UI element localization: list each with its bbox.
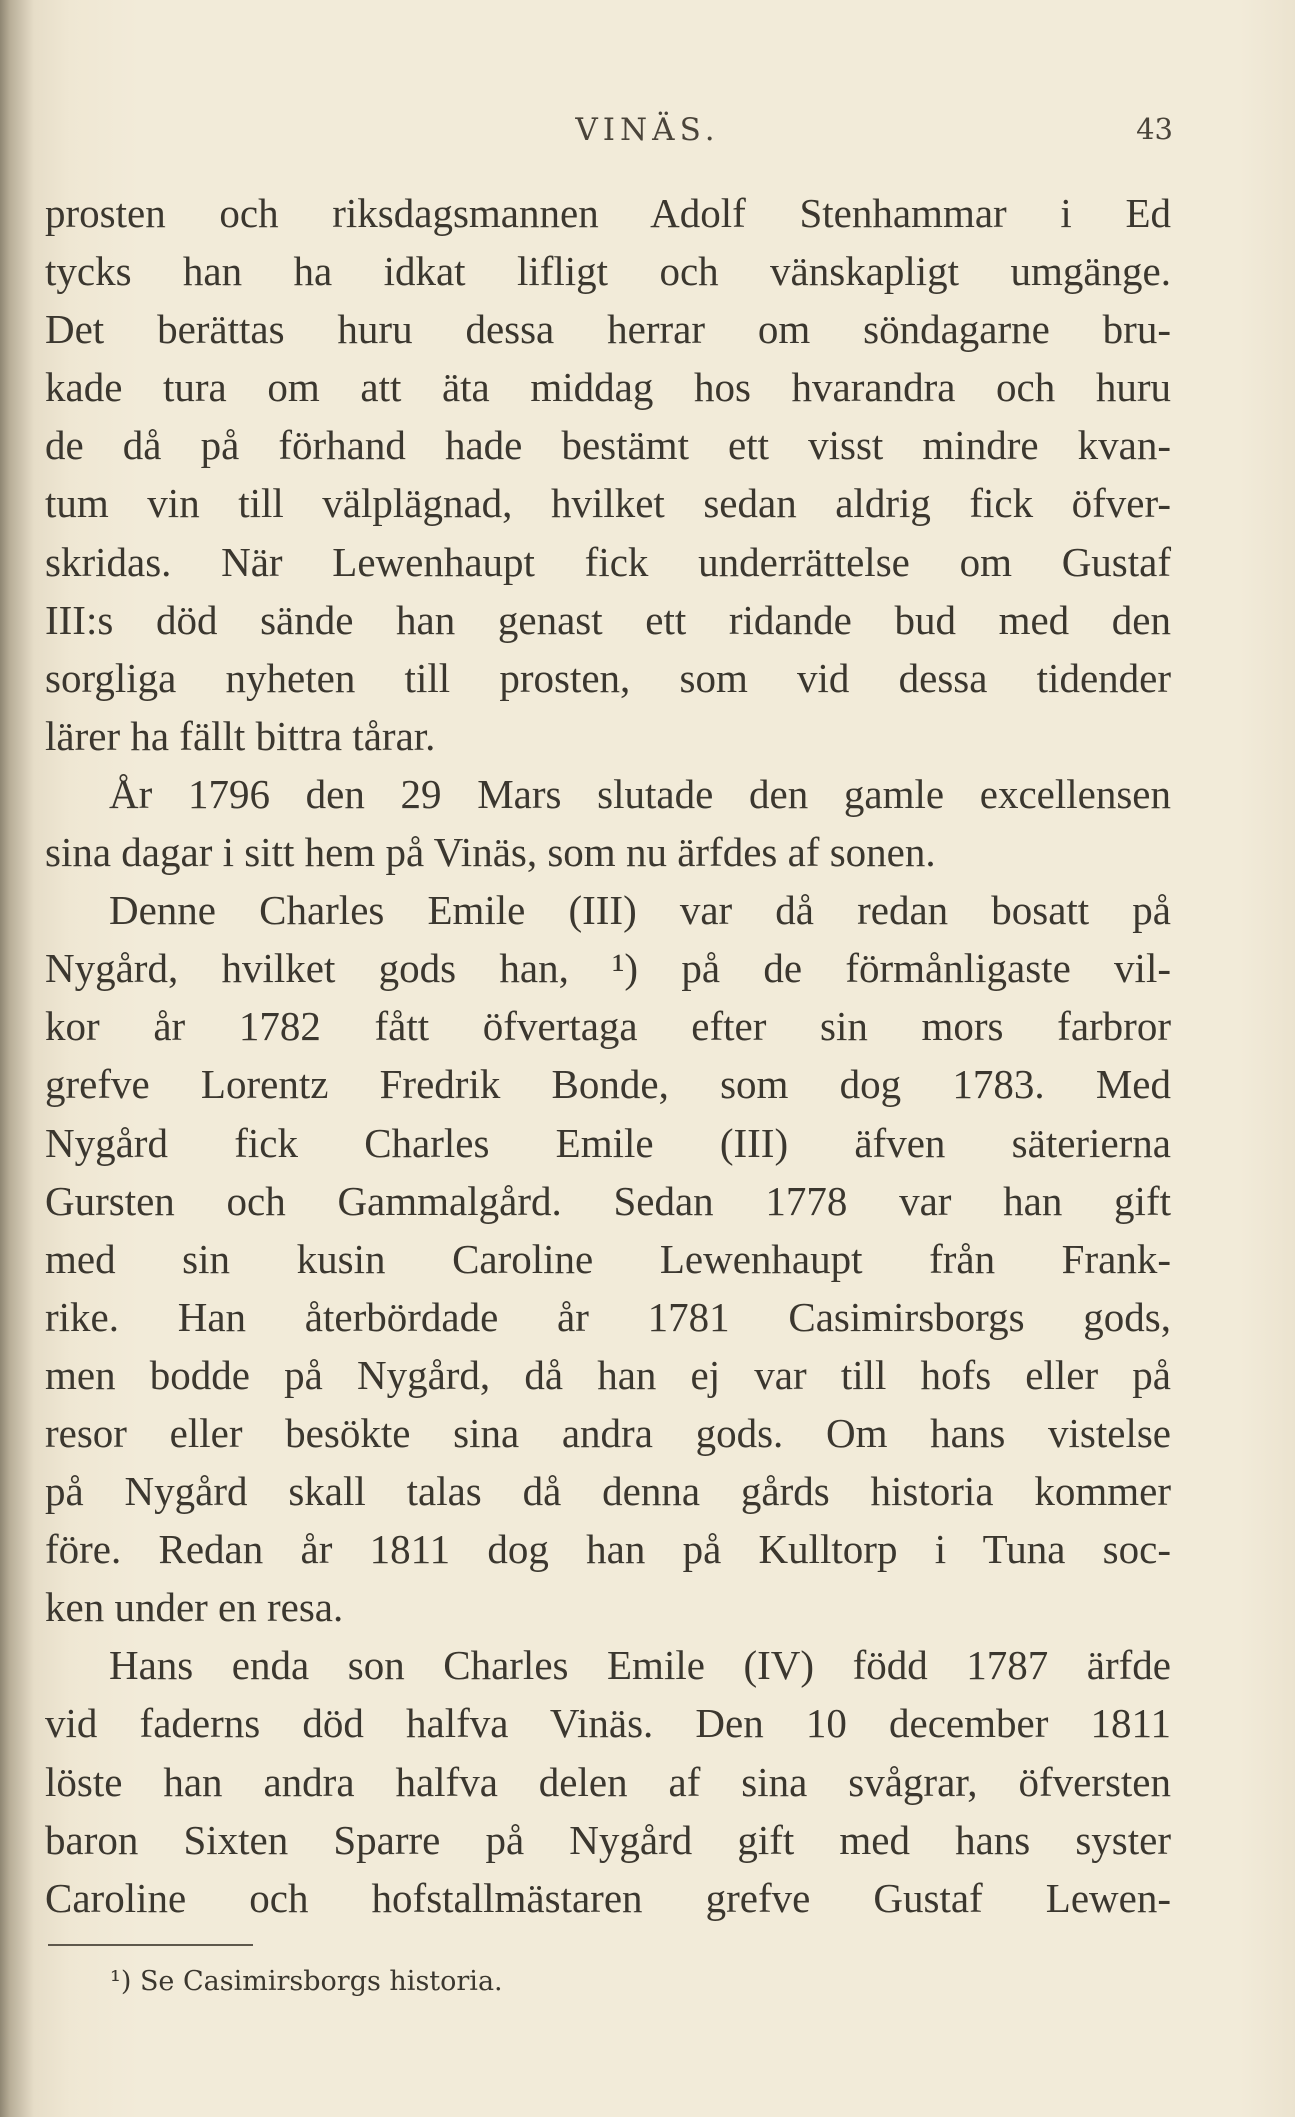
text-line: före. Redan år 1811 dog han på Kulltorp i Tuna soc- <box>45 1526 1171 1573</box>
text-line: kor år 1782 fått öfvertaga efter sin mors farbror <box>45 1003 1171 1050</box>
footnote-divider <box>48 1944 253 1946</box>
text-line: baron Sixten Sparre på Nygård gift med hans syster <box>45 1816 1171 1863</box>
text-line: prosten och riksdagsmannen Adolf Stenhammar i Ed <box>45 190 1171 236</box>
text-line: Nygård fick Charles Emile (III) äfven säterierna <box>45 1119 1171 1166</box>
text-line: löste han andra halfva delen af sina svågrar, öfversten <box>45 1758 1171 1805</box>
text-line: på Nygård skall talas då denna gårds historia kommer <box>45 1468 1171 1515</box>
body-text <box>45 184 1171 1927</box>
text-line: resor eller besökte sina andra gods. Om hans vistelse <box>45 1409 1171 1456</box>
text-line: med sin kusin Caroline Lewenhaupt från Frank- <box>45 1235 1171 1282</box>
text-line: skridas. När Lewenhaupt fick underrättelse om Gustaf <box>45 538 1171 585</box>
running-header-title: VINÄS. <box>575 112 720 148</box>
text-line: rike. Han återbördade år 1781 Casimirsborgs gods, <box>45 1293 1171 1340</box>
text-line: de då på förhand hade bestämt ett visst mindre kvan- <box>45 422 1171 469</box>
text-line: År 1796 den 29 Mars slutade den gamle excellensen <box>109 770 1171 817</box>
text-line: Denne Charles Emile (III) var då redan bosatt på <box>109 887 1171 934</box>
text-line: Hans enda son Charles Emile (IV) född 1787 ärfde <box>109 1642 1171 1689</box>
text-line: sina dagar i sitt hem på Vinäs, som nu ärfdes af sonen. <box>45 829 936 876</box>
text-line: Gursten och Gammalgård. Sedan 1778 var han gift <box>45 1177 1171 1224</box>
page-number: 43 <box>1136 112 1173 146</box>
text-line: Caroline och hofstallmästaren grefve Gustaf Lewen- <box>45 1874 1171 1921</box>
footnote: ¹) Se Casimirsborgs historia. <box>110 1966 503 1997</box>
text-line: tum vin till välplägnad, hvilket sedan aldrig fick öfver- <box>45 480 1171 527</box>
text-line: sorgliga nyheten till prosten, som vid dessa tidender <box>45 654 1171 701</box>
text-line: vid faderns död halfva Vinäs. Den 10 december 1811 <box>45 1700 1171 1747</box>
text-line: III:s död sände han genast ett ridande bud med den <box>45 596 1171 643</box>
text-line: grefve Lorentz Fredrik Bonde, som dog 1783. Med <box>45 1061 1171 1108</box>
text-line: lärer ha fällt bittra tårar. <box>45 712 436 759</box>
text-line: Nygård, hvilket gods han, ¹) på de förmånligaste vil- <box>45 945 1171 992</box>
text-line: kade tura om att äta middag hos hvarandra och huru <box>45 364 1171 411</box>
text-line: tycks han ha idkat lifligt och vänskapligt umgänge. <box>45 248 1171 295</box>
text-line: men bodde på Nygård, då han ej var till hofs eller på <box>45 1351 1171 1398</box>
text-line: ken under en resa. <box>45 1584 344 1631</box>
text-line: Det berättas huru dessa herrar om söndagarne bru- <box>45 306 1171 353</box>
